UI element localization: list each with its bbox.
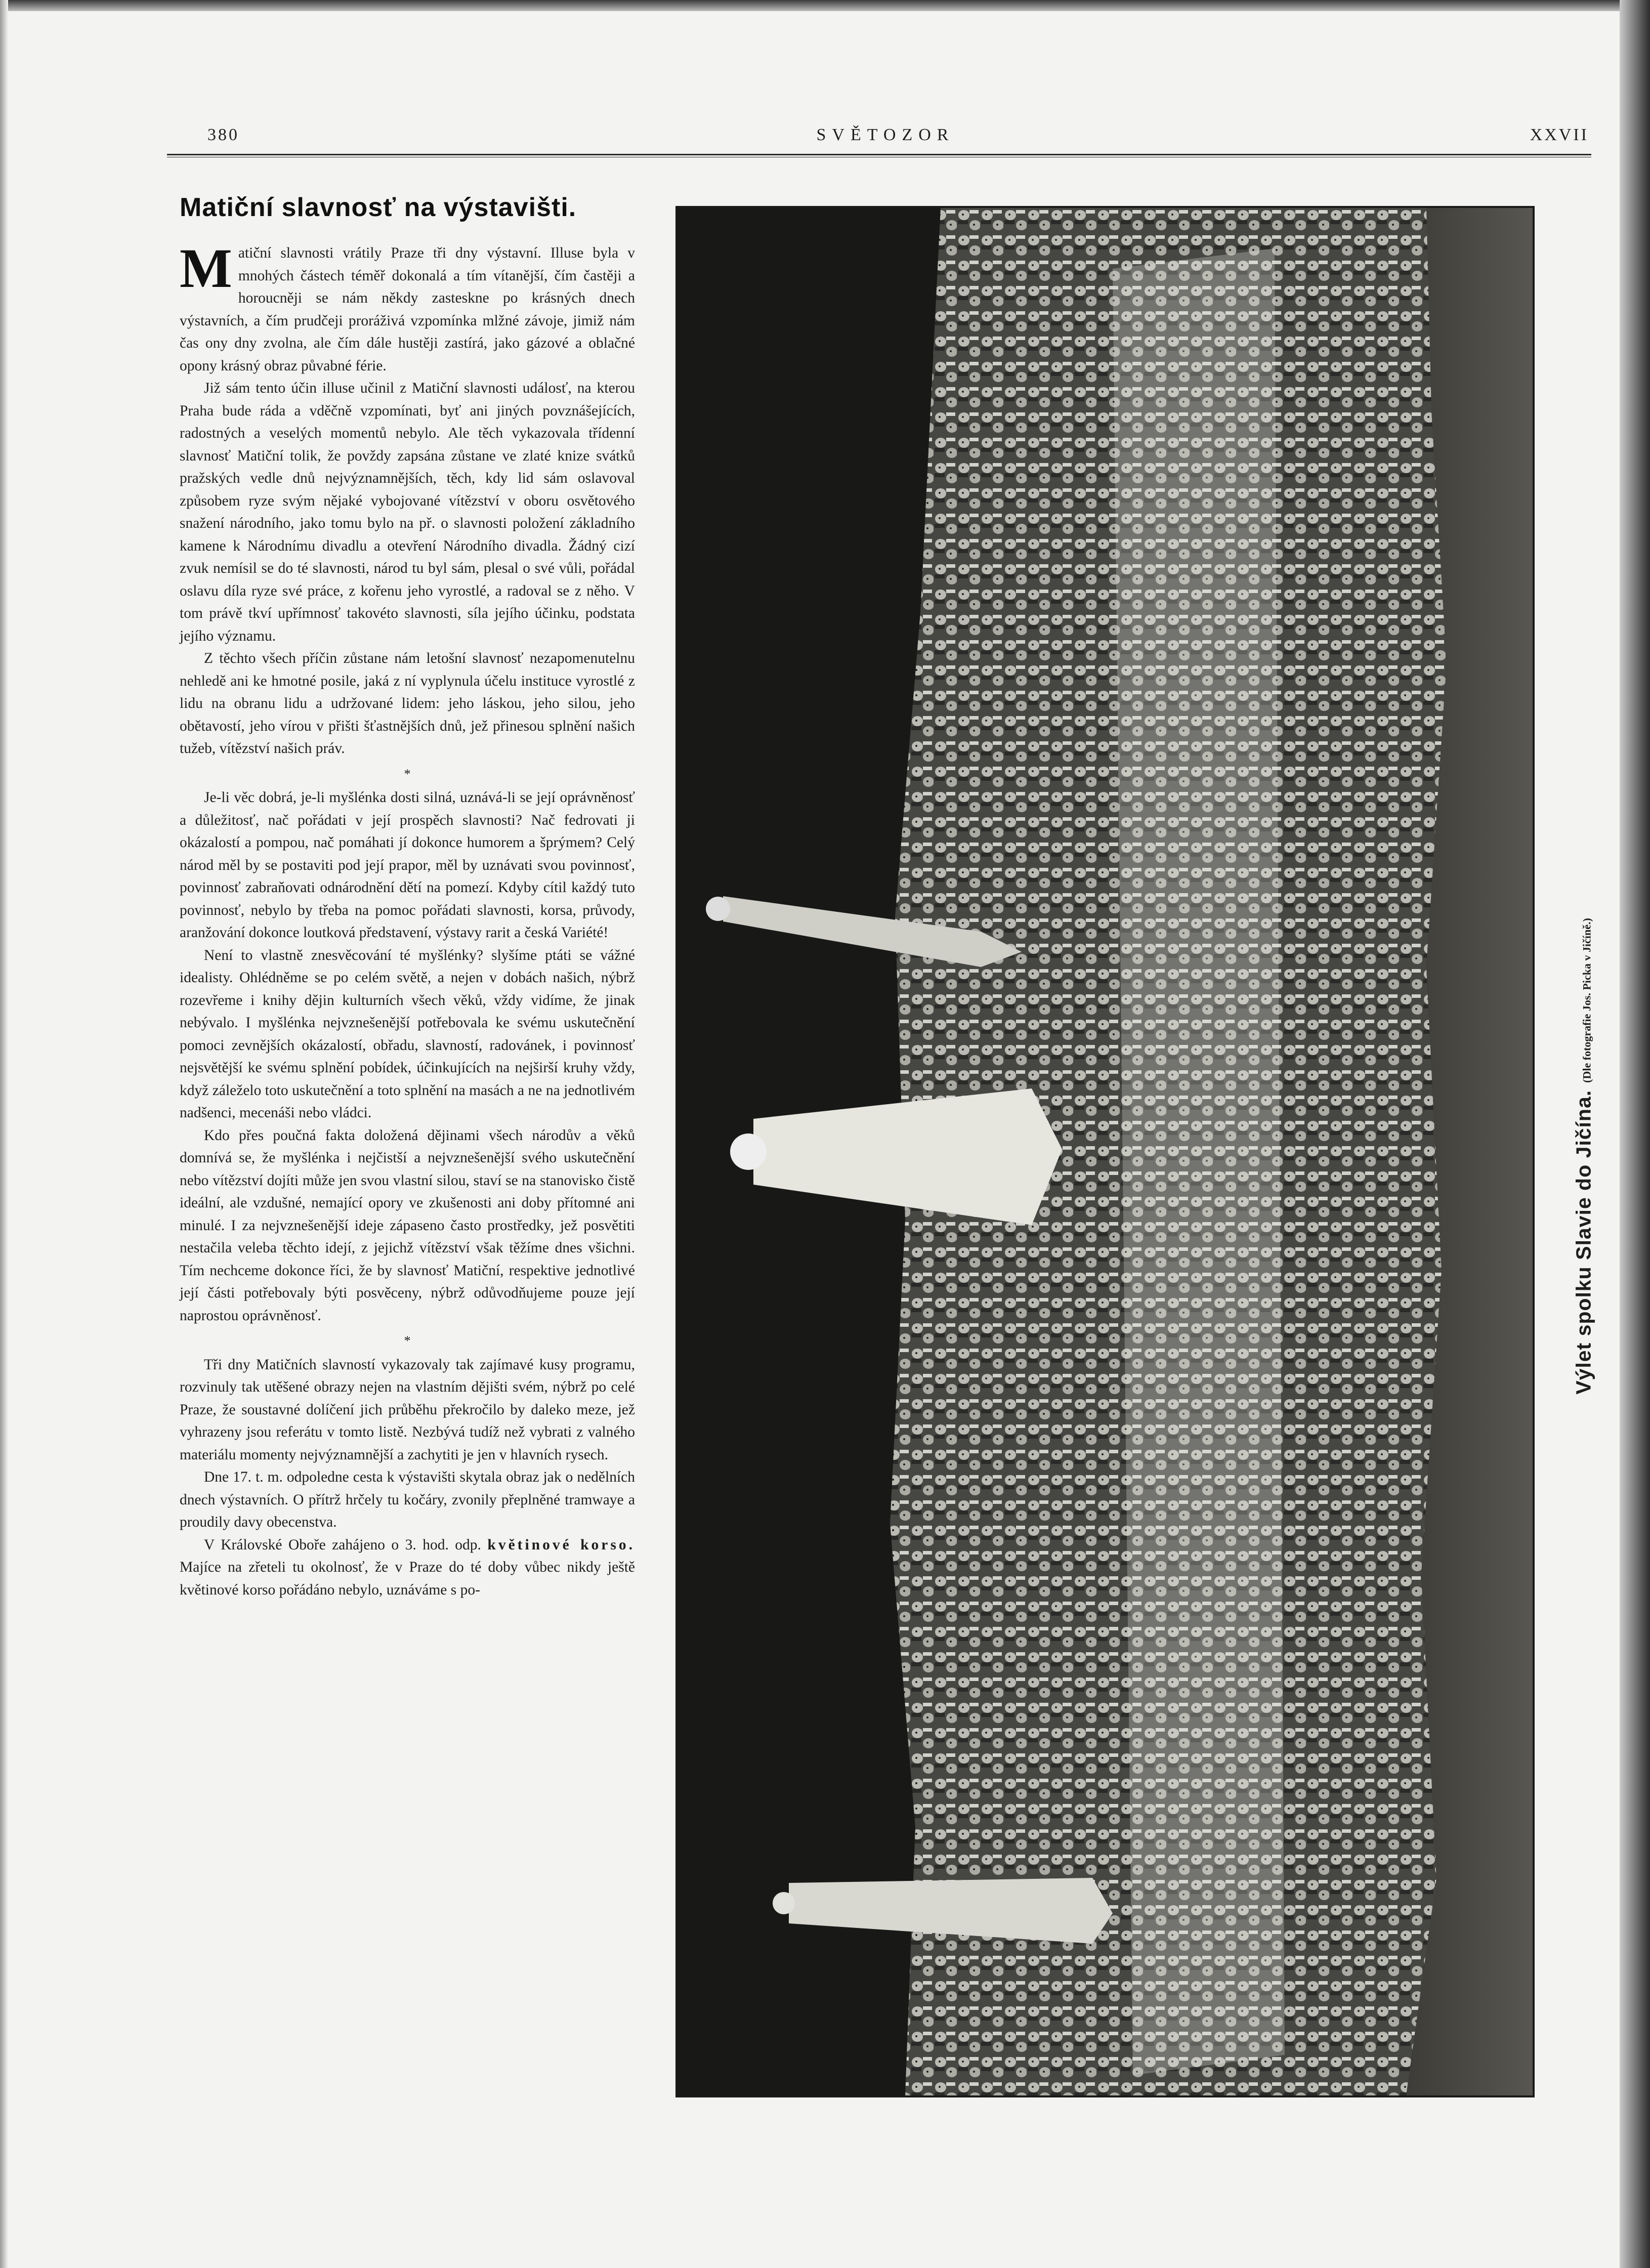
section-separator: * xyxy=(404,1333,411,1348)
header-rule xyxy=(167,154,1591,157)
emphasis-text: květinové korso. xyxy=(487,1536,635,1553)
paragraph-text: V Královské Oboře zahájeno o 3. hod. odp. xyxy=(204,1536,481,1553)
page-edge-left xyxy=(0,0,8,2268)
article-paragraph: Dne 17. t. m. odpoledne cesta k výstavišti skytala obraz jak o nedělních dnech výstavních. O přítrž hrčely tu kočáry, zvonily přeplněné tramwaye a proudily davy obecenstva. xyxy=(180,1469,635,1530)
article-paragraph: Z těchto všech příčin zůstane nám letošní slavnosť nezapomenutelnu nehledě ani ke hmotné posile, jaká z ní vyplynula účelu instituce vyrostlé z lidu na obranu lidu a udržované lidem: jeho láskou, jeho silou, jeho obětavostí, jeho vírou v přišti šťastnějších dnů, jež přinesou splnění našich tužeb, vítězství našich práv. xyxy=(180,650,635,757)
article-paragraph: Kdo přes poučná fakta doložená dějinami všech národův a věků domnívá se, že myšlénka i nejčistší a nejvznešenější svého uskutečnění nebo vítězství dojíti může jen svou vlastní silou, staví se na stanovisko čistě ideální, ale vzdušné, nemající opory ve zkušenosti ani doby přítomné ani minulé. I za nejvznešenější ideje zápaseno často prostředky, jež posvětiti nestačila veleba těchto idejí, z jejichž vítězství však těžíme dnes všichni. Tím nechceme dokonce říci, že by slavnosť Matiční, respektive jednotlivé její části potřebovaly býti posvěceny, nýbrž odůvodňujeme pouze její naprostou oprávněnosť. xyxy=(180,1127,635,1324)
paragraph-text: atiční slavnosti vrátily Praze tři dny výstavní. Illuse byla v mnohých částech téměř dokonalá a tím vítanější, čím častěji a horoucněji se nám někdy zasteskne po krásných dnech výstavních, a čím prudčeji proráživá vzpomínka mlžné závoje, jimiž nám čas ony dny zvolna, ale čím dále hustěji zastírá, jako gázové a oblačné opony krásný obraz půvabné férie. xyxy=(180,245,635,374)
page-edge-top xyxy=(0,0,1650,11)
article-paragraph xyxy=(180,1534,635,1602)
article-headline: Matiční slavnosť na výstavišti. xyxy=(180,193,577,222)
volume-number: XXVII xyxy=(1530,125,1589,144)
photo-caption xyxy=(1572,918,1596,1395)
article-paragraph: Není to vlastně znesvěcování té myšlénky? slyšíme ptáti se vážné idealisty. Ohlédněme se po celém světě, a nejen v dobách našich, nýbrž rozevřeme i knihy dějin kulturních všech věků, vždy vidíme, že jinak nebývalo. I myšlénka nejvznešenější potřebovala ke svému uskutečnění pomoci zevnějších okázalostí, obřadu, slavností, radovánek, i povinnosť nejsvětější ke svému splnění pobídek, účinkujících na nejširší kruhy vždy, když záleželo toto uskutečnění a toto splnění na masách a ne na jednotlivém nadšenci, mecenáši nebo vládci. xyxy=(180,947,635,1121)
article-paragraph: Je-li věc dobrá, je-li myšlénka dosti silná, uznává-li se její oprávněnosť a důležitosť, nač pořádati v její prospěch slavnosti? Nač fedrovati ji okázalostí a pompou, nač pomáhati jí dokonce humorem a šprýmem? Celý národ měl by se postaviti pod její prapor, měl by uznávati svou povinnosť, povinnosť zabraňovati odnárodnění dětí na pomezí. Kdyby cítil každý tuto povinnosť, nebylo by třeba na pomoc pořádati slavnosti, korsa, průvody, aranžování dokonce loutková představení, výstavy rarit a česká Variété! xyxy=(180,789,635,941)
crowd-photo-illustration xyxy=(678,208,1533,2095)
article-paragraph: Tři dny Matičních slavností vykazovaly tak zajímavé kusy programu, rozvinuly tak utěšené obrazy nejen na vlastním dějišti svém, nýbrž po celé Praze, že soustavné dolíčení jich průběhu překročilo by daleko meze, jež vyhrazeny jsou referátu v tomto listě. Nezbývá tudíž než vybrati z valného materiálu momenty nejvýznamnější a zachytiti je jen v hlavních rysech. xyxy=(180,1356,635,1463)
article-paragraph: Již sám tento účin illuse učinil z Matiční slavnosti událosť, na kterou Praha bude ráda a vděčně vzpomínati, byť ani jiných povznášejících, radostných a veselých momentů nebylo. Ale těch vykazovala třídenní slavnosť Matiční tolik, že povždy zapsána zůstane ve zlaté knize svátků pražských vedle dnů nejvýznamnějších, těch, kdy lid sám oslavoval způsobem ryze svým nějaké vybojované vítězství v oboru osvětového snažení národního, jako tomu bylo na př. o slavnosti položení základního kamene k Národnímu divadlu a otevření Národního divadla. Žádný cizí zvuk nemísil se do té slavnosti, národ tu byl sám, plesal o své vůli, pořádal oslavu díla ryze své práce, z kořenu jeho vyrostlé, a radoval se z něho. V tom právě tkví upřímnosť takovéto slavnosti, síla jejího účinku, podstata jejího významu. xyxy=(180,380,635,644)
page-number: 380 xyxy=(207,125,239,144)
running-head xyxy=(182,125,1589,156)
group-photograph xyxy=(675,206,1535,2097)
magazine-title: SVĚTOZOR xyxy=(816,125,955,144)
drop-cap: M xyxy=(180,237,232,299)
article-body xyxy=(180,237,635,1601)
photo-caption-wrapper xyxy=(1558,855,1609,1457)
article-paragraph xyxy=(180,237,635,377)
caption-text: Výlet spolku Slavie do Jičína. xyxy=(1572,1089,1595,1395)
article-column xyxy=(180,192,635,1601)
paragraph-text: Majíce na zřeteli tu okolnosť, že v Praze do té doby vůbec nikdy ještě květinové korso pořádáno nebylo, uznáváme s po- xyxy=(180,1559,635,1598)
page-edge-right xyxy=(1620,0,1650,2268)
section-separator: * xyxy=(404,766,411,781)
photo-credit: (Dle fotografie Jos. Picka v Jičíně.) xyxy=(1580,918,1593,1083)
